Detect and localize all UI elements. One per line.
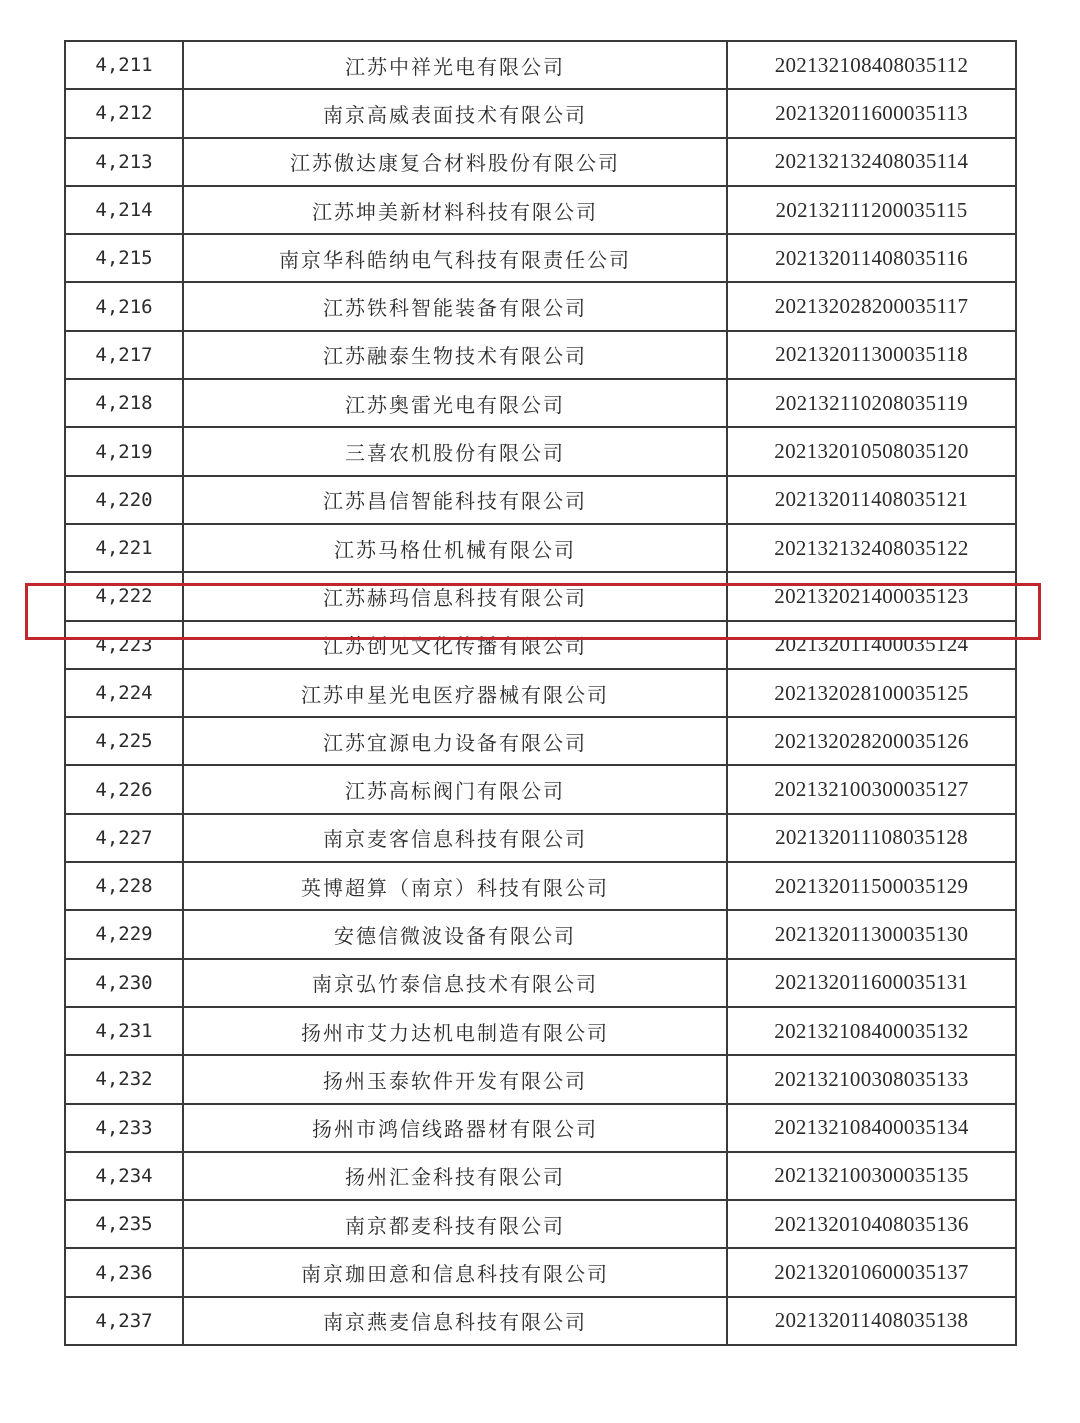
company-name-cell: 江苏傲达康复合材料股份有限公司 (183, 138, 727, 186)
company-name-cell: 江苏中祥光电有限公司 (183, 41, 727, 89)
registration-code-cell: 202132028100035125 (727, 669, 1016, 717)
table-row (65, 427, 1016, 475)
row-number-cell: 4,233 (65, 1104, 183, 1152)
row-number-cell: 4,222 (65, 572, 183, 620)
table-row (65, 814, 1016, 862)
table-row (65, 910, 1016, 958)
registration-code-cell: 202132132408035122 (727, 524, 1016, 572)
row-number-cell: 4,221 (65, 524, 183, 572)
table-row (65, 621, 1016, 669)
registration-code-cell: 202132011500035129 (727, 862, 1016, 910)
table-row (65, 234, 1016, 282)
registration-code-cell: 202132011600035113 (727, 89, 1016, 137)
row-number-cell: 4,236 (65, 1248, 183, 1296)
table-row (65, 331, 1016, 379)
table-body (65, 41, 1016, 1345)
row-number-cell: 4,232 (65, 1055, 183, 1103)
company-name-cell: 江苏宜源电力设备有限公司 (183, 717, 727, 765)
registration-code-cell: 202132021400035123 (727, 572, 1016, 620)
table-row (65, 669, 1016, 717)
company-list-table-container (64, 40, 1015, 1346)
company-name-cell: 江苏奥雷光电有限公司 (183, 379, 727, 427)
row-number-cell: 4,225 (65, 717, 183, 765)
table-row (65, 1248, 1016, 1296)
row-number-cell: 4,212 (65, 89, 183, 137)
row-number-cell: 4,235 (65, 1200, 183, 1248)
row-number-cell: 4,219 (65, 427, 183, 475)
row-number-cell: 4,234 (65, 1152, 183, 1200)
company-name-cell: 江苏昌信智能科技有限公司 (183, 476, 727, 524)
registration-code-cell: 202132011408035116 (727, 234, 1016, 282)
table-row (65, 1297, 1016, 1345)
table-row (65, 282, 1016, 330)
registration-code-cell: 202132011300035130 (727, 910, 1016, 958)
table-row (65, 717, 1016, 765)
registration-code-cell: 202132108400035132 (727, 1007, 1016, 1055)
company-name-cell: 江苏融泰生物技术有限公司 (183, 331, 727, 379)
registration-code-cell: 202132100300035127 (727, 765, 1016, 813)
table-row (65, 959, 1016, 1007)
company-name-cell: 扬州汇金科技有限公司 (183, 1152, 727, 1200)
registration-code-cell: 202132108408035112 (727, 41, 1016, 89)
table-row (65, 1007, 1016, 1055)
company-name-cell: 南京麦客信息科技有限公司 (183, 814, 727, 862)
table-row (65, 41, 1016, 89)
table-row-highlighted (65, 572, 1016, 620)
company-name-cell: 英博超算（南京）科技有限公司 (183, 862, 727, 910)
registration-code-cell: 202132010408035136 (727, 1200, 1016, 1248)
company-name-cell: 南京华科皓纳电气科技有限责任公司 (183, 234, 727, 282)
registration-code-cell: 202132010600035137 (727, 1248, 1016, 1296)
registration-code-cell: 202132011300035118 (727, 331, 1016, 379)
company-name-cell: 江苏铁科智能装备有限公司 (183, 282, 727, 330)
company-name-cell: 安德信微波设备有限公司 (183, 910, 727, 958)
company-name-cell: 扬州市鸿信线路器材有限公司 (183, 1104, 727, 1152)
row-number-cell: 4,231 (65, 1007, 183, 1055)
company-name-cell: 江苏高标阀门有限公司 (183, 765, 727, 813)
row-number-cell: 4,229 (65, 910, 183, 958)
row-number-cell: 4,220 (65, 476, 183, 524)
table-row (65, 138, 1016, 186)
table-row (65, 379, 1016, 427)
row-number-cell: 4,237 (65, 1297, 183, 1345)
company-name-cell: 扬州玉泰软件开发有限公司 (183, 1055, 727, 1103)
company-name-cell: 江苏申星光电医疗器械有限公司 (183, 669, 727, 717)
registration-code-cell: 202132132408035114 (727, 138, 1016, 186)
table-row (65, 89, 1016, 137)
company-name-cell: 江苏坤美新材料科技有限公司 (183, 186, 727, 234)
company-name-cell: 南京高威表面技术有限公司 (183, 89, 727, 137)
registration-code-cell: 202132110208035119 (727, 379, 1016, 427)
row-number-cell: 4,230 (65, 959, 183, 1007)
company-name-cell: 三喜农机股份有限公司 (183, 427, 727, 475)
company-list-table (64, 40, 1017, 1346)
registration-code-cell: 202132011108035128 (727, 814, 1016, 862)
company-name-cell: 南京燕麦信息科技有限公司 (183, 1297, 727, 1345)
registration-code-cell: 202132100308035133 (727, 1055, 1016, 1103)
table-row (65, 1104, 1016, 1152)
row-number-cell: 4,217 (65, 331, 183, 379)
company-name-cell: 江苏创见文化传播有限公司 (183, 621, 727, 669)
registration-code-cell: 202132011408035138 (727, 1297, 1016, 1345)
row-number-cell: 4,227 (65, 814, 183, 862)
table-row (65, 862, 1016, 910)
registration-code-cell: 202132111200035115 (727, 186, 1016, 234)
row-number-cell: 4,223 (65, 621, 183, 669)
registration-code-cell: 202132100300035135 (727, 1152, 1016, 1200)
row-number-cell: 4,215 (65, 234, 183, 282)
company-name-cell: 江苏马格仕机械有限公司 (183, 524, 727, 572)
row-number-cell: 4,214 (65, 186, 183, 234)
registration-code-cell: 202132028200035126 (727, 717, 1016, 765)
registration-code-cell: 202132028200035117 (727, 282, 1016, 330)
registration-code-cell: 202132108400035134 (727, 1104, 1016, 1152)
table-row (65, 1055, 1016, 1103)
row-number-cell: 4,228 (65, 862, 183, 910)
table-row (65, 1200, 1016, 1248)
registration-code-cell: 202132011600035131 (727, 959, 1016, 1007)
table-row (65, 476, 1016, 524)
table-row (65, 524, 1016, 572)
row-number-cell: 4,218 (65, 379, 183, 427)
company-name-cell: 南京弘竹泰信息技术有限公司 (183, 959, 727, 1007)
company-name-cell: 扬州市艾力达机电制造有限公司 (183, 1007, 727, 1055)
company-name-cell: 南京珈田意和信息科技有限公司 (183, 1248, 727, 1296)
row-number-cell: 4,226 (65, 765, 183, 813)
table-row (65, 186, 1016, 234)
registration-code-cell: 202132011408035121 (727, 476, 1016, 524)
registration-code-cell: 202132010508035120 (727, 427, 1016, 475)
row-number-cell: 4,216 (65, 282, 183, 330)
registration-code-cell: 202132011400035124 (727, 621, 1016, 669)
table-row (65, 765, 1016, 813)
row-number-cell: 4,211 (65, 41, 183, 89)
table-row (65, 1152, 1016, 1200)
company-name-cell: 南京都麦科技有限公司 (183, 1200, 727, 1248)
row-number-cell: 4,213 (65, 138, 183, 186)
company-name-cell: 江苏赫玛信息科技有限公司 (183, 572, 727, 620)
row-number-cell: 4,224 (65, 669, 183, 717)
